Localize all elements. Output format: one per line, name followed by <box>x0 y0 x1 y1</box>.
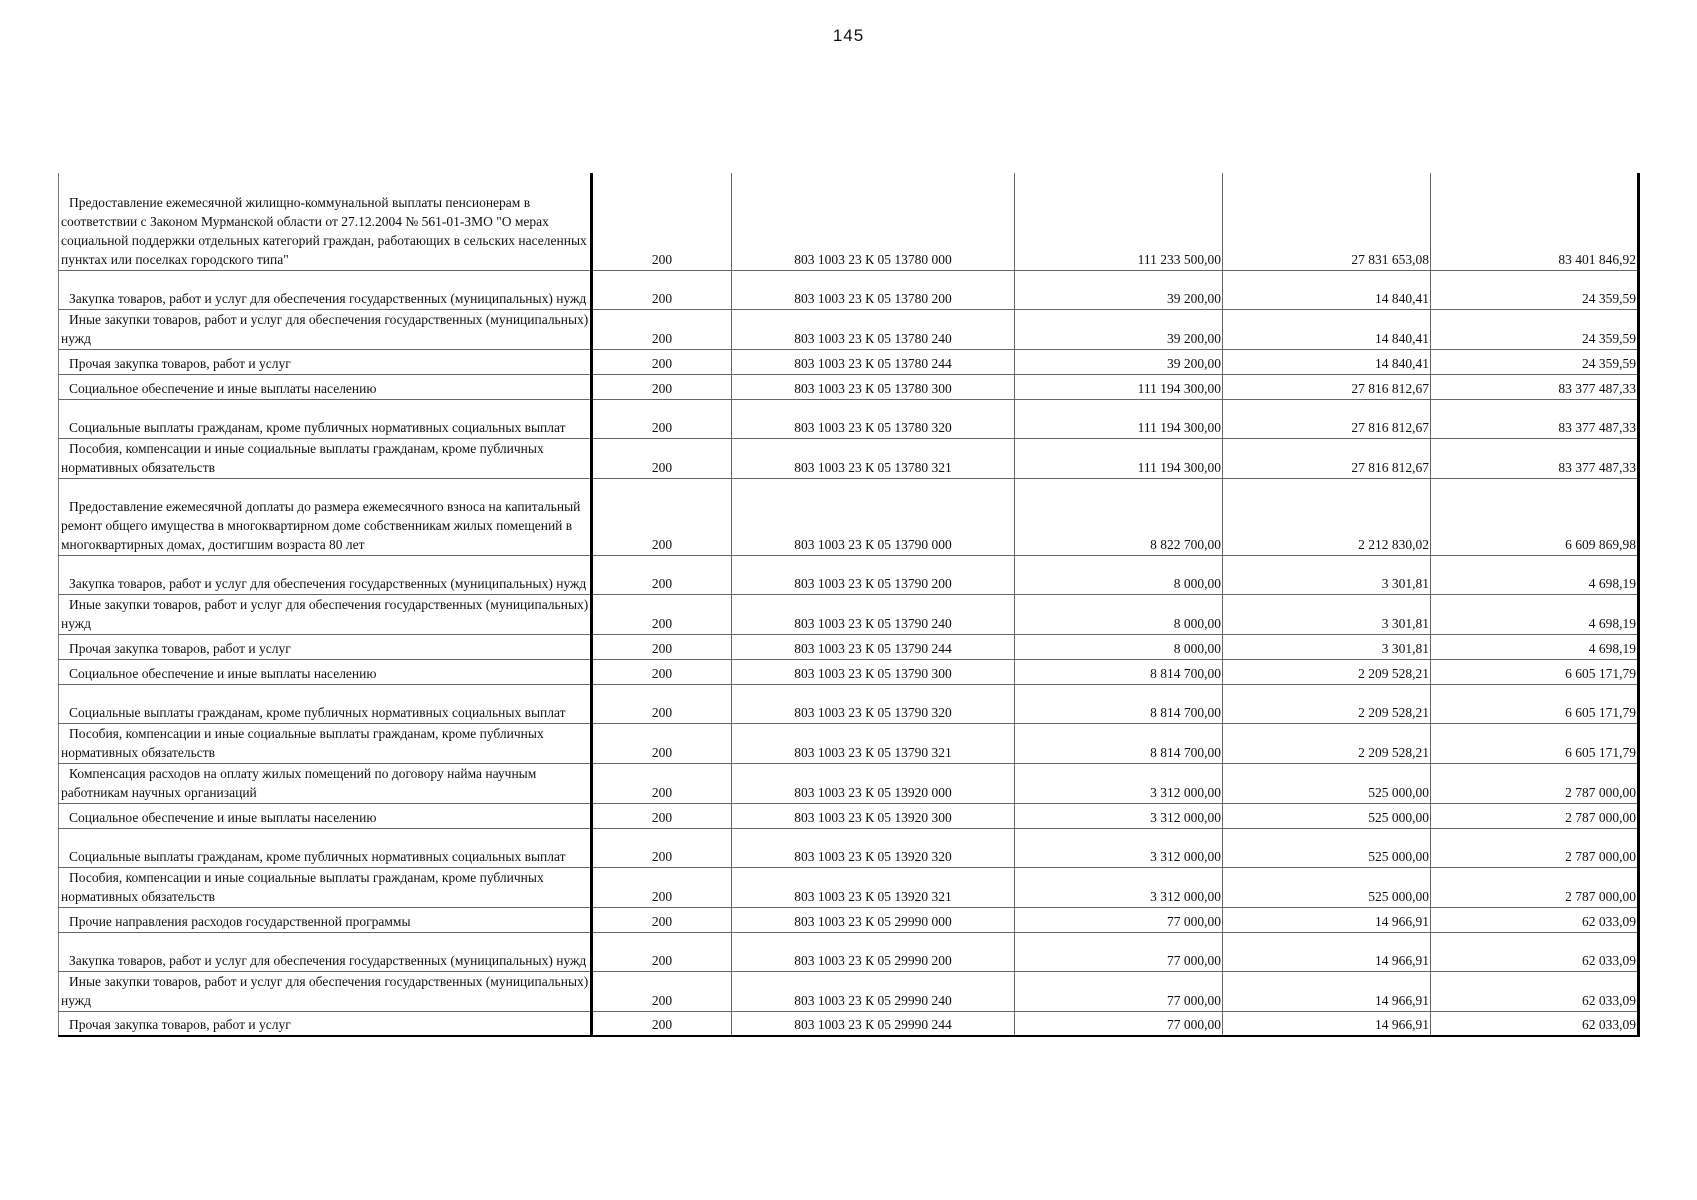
row-description <box>59 173 592 270</box>
row-classification-code: 803 1003 23 К 05 13920 320 <box>732 828 1015 867</box>
table-row <box>59 478 1639 555</box>
table-row <box>59 828 1639 867</box>
row-executed-amount: 525 000,00 <box>1223 803 1431 828</box>
row-description-text: Социальные выплаты гражданам, кроме публичных нормативных социальных выплат <box>69 704 566 720</box>
row-approved-amount: 77 000,00 <box>1015 1011 1223 1036</box>
row-line-code: 200 <box>592 932 732 971</box>
row-executed-amount: 27 816 812,67 <box>1223 438 1431 478</box>
row-remaining-amount: 2 787 000,00 <box>1431 867 1639 907</box>
row-description <box>59 723 592 763</box>
row-approved-amount: 111 194 300,00 <box>1015 374 1223 399</box>
row-approved-amount: 77 000,00 <box>1015 971 1223 1011</box>
row-remaining-amount: 4 698,19 <box>1431 634 1639 659</box>
table-row <box>59 634 1639 659</box>
row-description <box>59 438 592 478</box>
table-row <box>59 173 1639 270</box>
row-executed-amount: 3 301,81 <box>1223 555 1431 594</box>
table-row <box>59 659 1639 684</box>
row-description-text: Прочие направления расходов государственной программы <box>69 913 411 929</box>
row-description-text: Прочая закупка товаров, работ и услуг <box>69 640 291 656</box>
row-classification-code: 803 1003 23 К 05 13780 321 <box>732 438 1015 478</box>
table-row <box>59 374 1639 399</box>
row-remaining-amount: 83 377 487,33 <box>1431 438 1639 478</box>
row-description <box>59 828 592 867</box>
row-description-text: Иные закупки товаров, работ и услуг для обеспечения государственных (муниципальных) нужд <box>61 973 589 1008</box>
row-remaining-amount: 62 033,09 <box>1431 1011 1639 1036</box>
row-description <box>59 555 592 594</box>
row-line-code: 200 <box>592 349 732 374</box>
row-line-code: 200 <box>592 173 732 270</box>
row-line-code: 200 <box>592 971 732 1011</box>
row-description-text: Закупка товаров, работ и услуг для обеспечения государственных (муниципальных) нужд <box>69 290 587 306</box>
row-classification-code: 803 1003 23 К 05 13790 321 <box>732 723 1015 763</box>
row-description-text: Прочая закупка товаров, работ и услуг <box>69 1017 291 1032</box>
row-description <box>59 270 592 309</box>
row-description-text: Предоставление ежемесячной доплаты до размера ежемесячного взноса на капитальный ремонт общего имущества в многоквартирном доме собственникам жилых помещений в многоквартирных домах, достигшим возраста 80 лет <box>61 498 581 552</box>
row-line-code: 200 <box>592 867 732 907</box>
table-row <box>59 763 1639 803</box>
row-approved-amount: 77 000,00 <box>1015 907 1223 932</box>
row-remaining-amount: 2 787 000,00 <box>1431 828 1639 867</box>
row-description-text: Пособия, компенсации и иные социальные выплаты гражданам, кроме публичных нормативных обязательств <box>61 725 544 760</box>
row-classification-code: 803 1003 23 К 05 13920 000 <box>732 763 1015 803</box>
row-description-text: Прочая закупка товаров, работ и услуг <box>69 355 291 371</box>
table-row <box>59 932 1639 971</box>
row-classification-code: 803 1003 23 К 05 13790 300 <box>732 659 1015 684</box>
row-approved-amount: 3 312 000,00 <box>1015 828 1223 867</box>
row-remaining-amount: 62 033,09 <box>1431 932 1639 971</box>
row-executed-amount: 3 301,81 <box>1223 594 1431 634</box>
row-description <box>59 309 592 349</box>
row-line-code: 200 <box>592 723 732 763</box>
row-remaining-amount: 6 609 869,98 <box>1431 478 1639 555</box>
row-line-code: 200 <box>592 763 732 803</box>
row-approved-amount: 8 814 700,00 <box>1015 659 1223 684</box>
row-description <box>59 594 592 634</box>
row-line-code: 200 <box>592 399 732 438</box>
row-remaining-amount: 4 698,19 <box>1431 594 1639 634</box>
table-row <box>59 867 1639 907</box>
row-description <box>59 763 592 803</box>
row-remaining-amount: 6 605 171,79 <box>1431 684 1639 723</box>
row-description-text: Иные закупки товаров, работ и услуг для обеспечения государственных (муниципальных) нужд <box>61 596 589 631</box>
row-line-code: 200 <box>592 309 732 349</box>
row-remaining-amount: 83 401 846,92 <box>1431 173 1639 270</box>
row-description-text: Социальное обеспечение и иные выплаты населению <box>69 809 377 825</box>
row-executed-amount: 525 000,00 <box>1223 763 1431 803</box>
row-classification-code: 803 1003 23 К 05 13780 320 <box>732 399 1015 438</box>
row-executed-amount: 14 840,41 <box>1223 309 1431 349</box>
row-remaining-amount: 6 605 171,79 <box>1431 723 1639 763</box>
page-number: 145 <box>832 26 865 45</box>
table-row <box>59 723 1639 763</box>
row-executed-amount: 525 000,00 <box>1223 828 1431 867</box>
row-executed-amount: 3 301,81 <box>1223 634 1431 659</box>
row-approved-amount: 111 194 300,00 <box>1015 438 1223 478</box>
row-description <box>59 374 592 399</box>
row-classification-code: 803 1003 23 К 05 13920 300 <box>732 803 1015 828</box>
row-remaining-amount: 62 033,09 <box>1431 971 1639 1011</box>
row-executed-amount: 14 966,91 <box>1223 971 1431 1011</box>
row-approved-amount: 39 200,00 <box>1015 270 1223 309</box>
row-remaining-amount: 2 787 000,00 <box>1431 763 1639 803</box>
row-line-code: 200 <box>592 438 732 478</box>
row-description <box>59 399 592 438</box>
row-remaining-amount: 24 359,59 <box>1431 349 1639 374</box>
row-executed-amount: 27 816 812,67 <box>1223 374 1431 399</box>
row-executed-amount: 27 831 653,08 <box>1223 173 1431 270</box>
row-description <box>59 971 592 1011</box>
row-executed-amount: 14 966,91 <box>1223 932 1431 971</box>
row-description-text: Предоставление ежемесячной жилищно-коммунальной выплаты пенсионерам в соответствии с Законом Мурманской области от 27.12.2004 № 561-01-ЗМО "О мерах социальной поддержки отдельных категорий граждан, работающих в сельских населенных пунктах или поселках городского типа" <box>61 194 587 267</box>
table-row <box>59 399 1639 438</box>
row-executed-amount: 2 209 528,21 <box>1223 659 1431 684</box>
row-line-code: 200 <box>592 803 732 828</box>
row-line-code: 200 <box>592 270 732 309</box>
row-executed-amount: 14 840,41 <box>1223 270 1431 309</box>
row-classification-code: 803 1003 23 К 05 13790 244 <box>732 634 1015 659</box>
row-classification-code: 803 1003 23 К 05 29990 200 <box>732 932 1015 971</box>
row-executed-amount: 14 966,91 <box>1223 907 1431 932</box>
table-row <box>59 684 1639 723</box>
row-description <box>59 932 592 971</box>
row-description-text: Социальные выплаты гражданам, кроме публичных нормативных социальных выплат <box>69 848 566 864</box>
row-executed-amount: 2 209 528,21 <box>1223 723 1431 763</box>
table-row <box>59 270 1639 309</box>
table-row <box>59 971 1639 1011</box>
row-line-code: 200 <box>592 478 732 555</box>
row-executed-amount: 2 212 830,02 <box>1223 478 1431 555</box>
row-approved-amount: 39 200,00 <box>1015 349 1223 374</box>
row-approved-amount: 8 000,00 <box>1015 594 1223 634</box>
row-description-text: Иные закупки товаров, работ и услуг для обеспечения государственных (муниципальных) нужд <box>61 311 589 346</box>
row-description-text: Социальное обеспечение и иные выплаты населению <box>69 380 377 396</box>
row-remaining-amount: 83 377 487,33 <box>1431 399 1639 438</box>
row-classification-code: 803 1003 23 К 05 13780 244 <box>732 349 1015 374</box>
table-row <box>59 555 1639 594</box>
row-line-code: 200 <box>592 374 732 399</box>
row-line-code: 200 <box>592 1011 732 1036</box>
row-line-code: 200 <box>592 634 732 659</box>
row-classification-code: 803 1003 23 К 05 13790 000 <box>732 478 1015 555</box>
row-classification-code: 803 1003 23 К 05 29990 000 <box>732 907 1015 932</box>
row-line-code: 200 <box>592 594 732 634</box>
row-description-text: Социальное обеспечение и иные выплаты населению <box>69 665 377 681</box>
row-description <box>59 803 592 828</box>
row-classification-code: 803 1003 23 К 05 13790 200 <box>732 555 1015 594</box>
row-classification-code: 803 1003 23 К 05 29990 244 <box>732 1011 1015 1036</box>
row-classification-code: 803 1003 23 К 05 13790 320 <box>732 684 1015 723</box>
row-description <box>59 478 592 555</box>
row-description <box>59 907 592 932</box>
row-remaining-amount: 6 605 171,79 <box>1431 659 1639 684</box>
row-executed-amount: 14 966,91 <box>1223 1011 1431 1036</box>
row-remaining-amount: 24 359,59 <box>1431 309 1639 349</box>
table-row <box>59 438 1639 478</box>
row-description <box>59 1011 592 1036</box>
row-remaining-amount: 2 787 000,00 <box>1431 803 1639 828</box>
row-description-text: Компенсация расходов на оплату жилых помещений по договору найма научным работникам научных организаций <box>61 765 537 800</box>
row-description-text: Закупка товаров, работ и услуг для обеспечения государственных (муниципальных) нужд <box>69 575 587 591</box>
row-classification-code: 803 1003 23 К 05 29990 240 <box>732 971 1015 1011</box>
row-description <box>59 349 592 374</box>
row-classification-code: 803 1003 23 К 05 13920 321 <box>732 867 1015 907</box>
table-row <box>59 309 1639 349</box>
row-approved-amount: 111 233 500,00 <box>1015 173 1223 270</box>
row-approved-amount: 8 814 700,00 <box>1015 723 1223 763</box>
row-description <box>59 634 592 659</box>
row-approved-amount: 3 312 000,00 <box>1015 867 1223 907</box>
row-description-text: Закупка товаров, работ и услуг для обеспечения государственных (муниципальных) нужд <box>69 952 587 968</box>
row-remaining-amount: 24 359,59 <box>1431 270 1639 309</box>
row-classification-code: 803 1003 23 К 05 13780 300 <box>732 374 1015 399</box>
row-description-text: Пособия, компенсации и иные социальные выплаты гражданам, кроме публичных нормативных обязательств <box>61 440 544 475</box>
table-row <box>59 803 1639 828</box>
row-line-code: 200 <box>592 907 732 932</box>
row-description <box>59 659 592 684</box>
row-description-text: Пособия, компенсации и иные социальные выплаты гражданам, кроме публичных нормативных обязательств <box>61 869 544 904</box>
row-approved-amount: 8 000,00 <box>1015 555 1223 594</box>
row-remaining-amount: 62 033,09 <box>1431 907 1639 932</box>
row-approved-amount: 111 194 300,00 <box>1015 399 1223 438</box>
row-approved-amount: 39 200,00 <box>1015 309 1223 349</box>
row-remaining-amount: 4 698,19 <box>1431 555 1639 594</box>
row-description-text: Социальные выплаты гражданам, кроме публичных нормативных социальных выплат <box>69 419 566 435</box>
row-approved-amount: 3 312 000,00 <box>1015 763 1223 803</box>
row-approved-amount: 8 814 700,00 <box>1015 684 1223 723</box>
row-executed-amount: 27 816 812,67 <box>1223 399 1431 438</box>
table-row <box>59 1011 1639 1036</box>
row-approved-amount: 8 000,00 <box>1015 634 1223 659</box>
row-classification-code: 803 1003 23 К 05 13780 200 <box>732 270 1015 309</box>
row-classification-code: 803 1003 23 К 05 13780 000 <box>732 173 1015 270</box>
row-description <box>59 684 592 723</box>
row-line-code: 200 <box>592 828 732 867</box>
row-line-code: 200 <box>592 659 732 684</box>
row-line-code: 200 <box>592 684 732 723</box>
table-row <box>59 907 1639 932</box>
row-description <box>59 867 592 907</box>
row-approved-amount: 77 000,00 <box>1015 932 1223 971</box>
row-remaining-amount: 83 377 487,33 <box>1431 374 1639 399</box>
row-executed-amount: 525 000,00 <box>1223 867 1431 907</box>
table-row <box>59 594 1639 634</box>
row-classification-code: 803 1003 23 К 05 13780 240 <box>732 309 1015 349</box>
row-executed-amount: 14 840,41 <box>1223 349 1431 374</box>
table-row <box>59 349 1639 374</box>
row-approved-amount: 3 312 000,00 <box>1015 803 1223 828</box>
row-line-code: 200 <box>592 555 732 594</box>
budget-execution-table <box>58 173 1640 1037</box>
row-classification-code: 803 1003 23 К 05 13790 240 <box>732 594 1015 634</box>
row-approved-amount: 8 822 700,00 <box>1015 478 1223 555</box>
row-executed-amount: 2 209 528,21 <box>1223 684 1431 723</box>
